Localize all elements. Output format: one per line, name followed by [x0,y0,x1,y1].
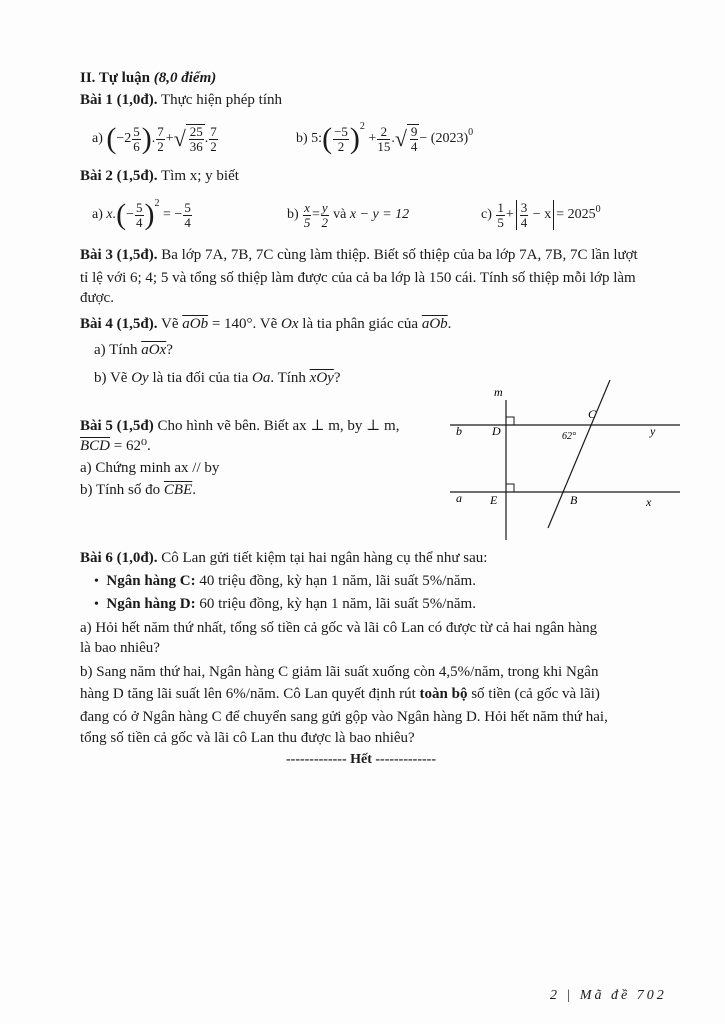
b2-title: Bài 2 (1,5đ). Tìm x; y biết [80,168,239,184]
label-m: m [494,385,503,399]
label-b: b [456,424,462,438]
section-heading: II. Tự luận (8,0 điểm) [80,70,217,86]
b2-part-a: a) x. ( − $\frac{5}{4}$ ) $^2$ = − $\frac{5}{4}$ [92,198,191,231]
b6-bank-d: • Ngân hàng D: 60 triệu đồng, kỳ hạn 1 năm, lãi suất 5%/năm. [94,596,476,612]
b6-b-line-4: tổng số tiền cả gốc và lãi cô Lan thu được là bao nhiêu? [80,730,415,746]
b5-line-2: $\overline{BCD} = 62^0$. [80,438,151,454]
b6-b-line-2: hàng D tăng lãi suất lên 6%/năm. Cô Lan quyết định rút toàn bộ số tiền (cả gốc và lãi) [80,686,600,702]
b6-bank-c: • Ngân hàng C: 40 triệu đồng, kỳ hạn 1 năm, lãi suất 5%/năm. [94,573,476,589]
label-e: E [490,493,498,507]
label-c: C [588,407,597,421]
label-a: a [456,491,462,505]
right-angle-d [506,417,514,425]
b3-line-3: được. [80,290,114,306]
label-y: y [650,424,656,438]
b5-part-b: b) Tính số đo $\overline{CBE}$. [80,482,196,498]
b4-part-b: b) Vẽ Oy là tia đối của tia Oa. Tính $\overline{xOy}$? [94,370,341,386]
label-d: D [492,424,501,438]
b3-line-1: Bài 3 (1,5đ). Ba lớp 7A, 7B, 7C cùng làm thiệp. Biết số thiệp của ba lớp 7A, 7B, 7C lần lượt [80,247,638,263]
b4-part-a: a) Tính $\overline{aOx}$? [94,342,173,358]
b6-a-line-1: a) Hỏi hết năm thứ nhất, tổng số tiền cả gốc và lãi cô Lan có được từ cả hai ngân hàng [80,620,598,636]
b6-a-line-2: là bao nhiêu? [80,640,160,656]
b1-part-b: b) 5: ( $\frac{-5}{2}$ ) $^2$ + $\frac{2}{15}$ . √ $\frac{9}{4}$ − (2023) $^0$ [296,121,474,155]
b4-line-1: Bài 4 (1,5đ). Vẽ $\overline{aOb} = 140^\circ$. Vẽ Ox là tia phân giác của $\overline{aOb}$. [80,316,452,332]
end-marker: ------------- Hết ------------- [286,752,436,767]
right-angle-e [506,484,514,492]
b6-b-line-3: đang có ở Ngân hàng C để chuyển sang gửi gộp vào Ngân hàng D. Hỏi hết năm thứ hai, [80,709,608,725]
line-cb [548,380,610,528]
b6-title: Bài 6 (1,0đ). Cô Lan gửi tiết kiệm tại hai ngân hàng cụ thể như sau: [80,550,488,566]
b3-line-2: tỉ lệ với 6; 4; 5 và tổng số thiệp làm được của cả ba lớp là 150 cái. Tính số thiệp mỗi lớp làm [80,270,636,286]
b6-b-line-1: b) Sang năm thứ hai, Ngân hàng C giảm lãi suất xuống còn 4,5%/năm, trong khi Ngân [80,664,599,680]
b1-part-a: a) ( −2 $\frac{5}{6}$ ) . $\frac{7}{2}$ + √ $\frac{25}{36}$ . $\frac{7}{2}$ [92,122,217,155]
label-angle: 62° [562,431,576,442]
b5-part-a: a) Chứng minh ax // by [80,460,220,476]
label-x: x [646,495,652,509]
b2-part-b: b) $\frac{x}{5}$ = $\frac{y}{2}$ và x − y = 12 [287,199,410,230]
b1-title: Bài 1 (1,0đ). Thực hiện phép tính [80,92,283,108]
geometry-figure [440,380,690,540]
b2-part-c: c) $\frac{1}{5}$ + $\frac{3}{4}$ − x = 2025 $^0$ [481,199,601,230]
label-b-point: B [570,493,578,507]
page-footer: 2 | Mã đề 702 [550,988,667,1003]
b5-line-1: Bài 5 (1,5đ) Cho hình vẽ bên. Biết ax ⊥ m, by ⊥ m, [80,418,400,434]
